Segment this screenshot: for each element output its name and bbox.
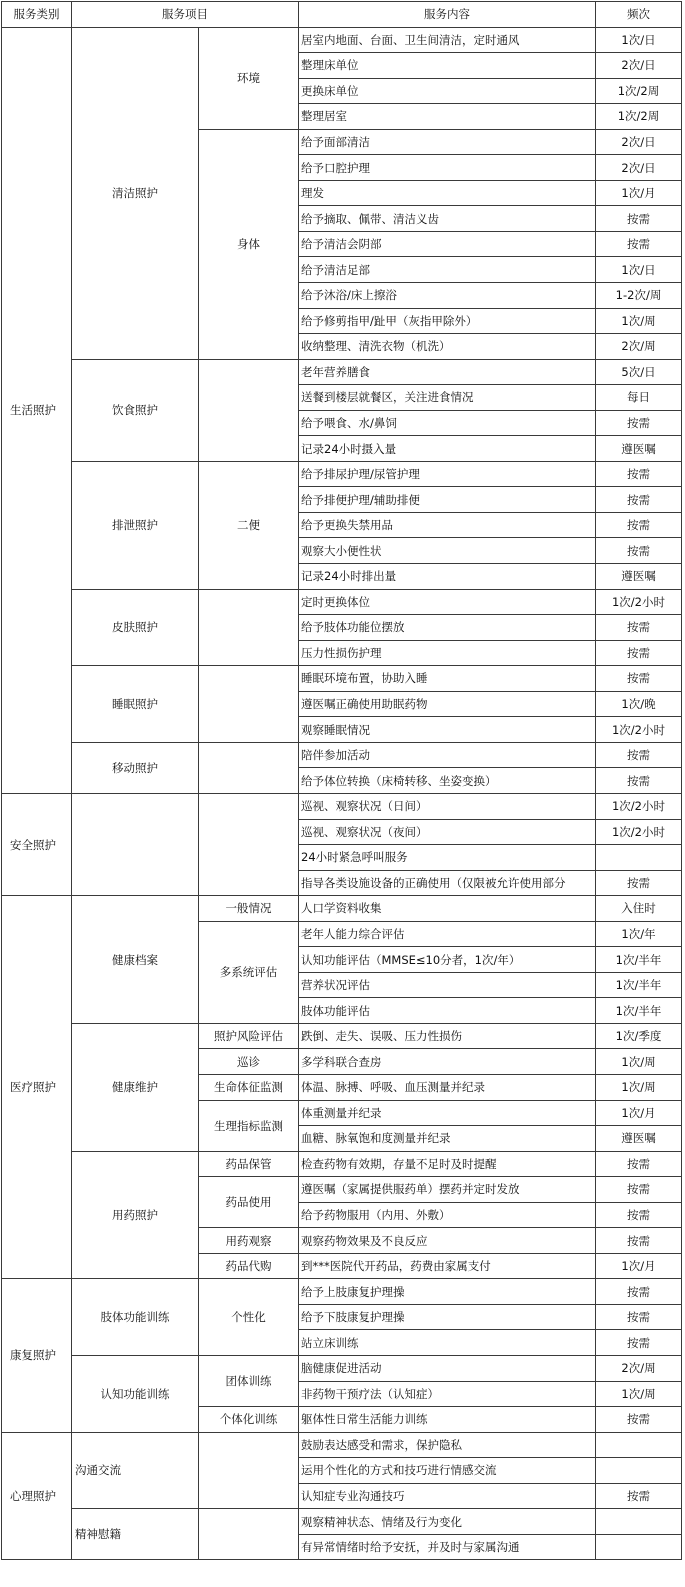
content-cell: 陪伴参加活动 bbox=[299, 742, 596, 768]
frequency-cell: 1-2次/周 bbox=[596, 283, 682, 309]
category-cell: 心理照护 bbox=[2, 1432, 72, 1560]
subitem-cell bbox=[199, 666, 299, 743]
item-cell: 饮食照护 bbox=[72, 359, 199, 461]
content-cell: 居室内地面、台面、卫生间清洁，定时通风 bbox=[299, 27, 596, 53]
frequency-cell: 1次/周 bbox=[596, 308, 682, 334]
frequency-cell: 1次/晚 bbox=[596, 691, 682, 717]
frequency-cell: 2次/周 bbox=[596, 1355, 682, 1381]
frequency-cell bbox=[596, 845, 682, 871]
subitem-cell: 个性化 bbox=[199, 1279, 299, 1356]
content-cell: 观察睡眠情况 bbox=[299, 717, 596, 743]
item-cell: 排泄照护 bbox=[72, 461, 199, 589]
subitem-cell: 身体 bbox=[199, 129, 299, 359]
table-row bbox=[2, 1151, 682, 1177]
frequency-cell: 遵医嘱 bbox=[596, 564, 682, 590]
item-cell: 肢体功能训练 bbox=[72, 1279, 199, 1356]
content-cell: 躯体性日常生活能力训练 bbox=[299, 1407, 596, 1433]
subitem-cell: 用药观察 bbox=[199, 1228, 299, 1254]
content-cell: 肢体功能评估 bbox=[299, 998, 596, 1024]
table-row bbox=[2, 1509, 682, 1535]
frequency-cell: 1次/半年 bbox=[596, 972, 682, 998]
frequency-cell: 1次/周 bbox=[596, 1074, 682, 1100]
content-cell: 送餐到楼层就餐区，关注进食情况 bbox=[299, 385, 596, 411]
frequency-cell: 按需 bbox=[596, 1228, 682, 1254]
content-cell: 观察药物效果及不良反应 bbox=[299, 1228, 596, 1254]
frequency-cell: 按需 bbox=[596, 487, 682, 513]
header-category: 服务类别 bbox=[2, 2, 72, 28]
frequency-cell: 2次/周 bbox=[596, 334, 682, 360]
content-cell: 整理床单位 bbox=[299, 53, 596, 79]
content-cell: 睡眠环境布置，协助入睡 bbox=[299, 666, 596, 692]
content-cell: 给予清洁会阴部 bbox=[299, 231, 596, 257]
frequency-cell: 按需 bbox=[596, 742, 682, 768]
category-cell: 医疗照护 bbox=[2, 896, 72, 1279]
content-cell: 给予沐浴/床上擦浴 bbox=[299, 283, 596, 309]
content-cell: 遵医嘱（家属提供服药单）摆药并定时发放 bbox=[299, 1177, 596, 1203]
content-cell: 给予面部清洁 bbox=[299, 129, 596, 155]
frequency-cell: 按需 bbox=[596, 538, 682, 564]
content-cell: 认知功能评估（MMSE≤10分者，1次/年） bbox=[299, 947, 596, 973]
subitem-cell: 个体化训练 bbox=[199, 1407, 299, 1433]
content-cell: 巡视、观察状况（日间） bbox=[299, 793, 596, 819]
content-cell: 给予下肢康复护理操 bbox=[299, 1304, 596, 1330]
table-row bbox=[2, 1023, 682, 1049]
service-table bbox=[1, 1, 682, 1560]
content-cell: 给予上肢康复护理操 bbox=[299, 1279, 596, 1305]
table-row bbox=[2, 793, 682, 819]
content-cell: 给予肢体功能位摆放 bbox=[299, 615, 596, 641]
subitem-cell: 环境 bbox=[199, 27, 299, 129]
frequency-cell: 1次/日 bbox=[596, 27, 682, 53]
frequency-cell: 按需 bbox=[596, 640, 682, 666]
content-cell: 血糖、脉氧饱和度测量并纪录 bbox=[299, 1126, 596, 1152]
table-row bbox=[2, 589, 682, 615]
frequency-cell bbox=[596, 1509, 682, 1535]
frequency-cell: 1次/月 bbox=[596, 180, 682, 206]
frequency-cell: 1次/2小时 bbox=[596, 819, 682, 845]
frequency-cell bbox=[596, 1534, 682, 1560]
frequency-cell: 2次/日 bbox=[596, 129, 682, 155]
frequency-cell: 1次/月 bbox=[596, 1100, 682, 1126]
frequency-cell: 按需 bbox=[596, 410, 682, 436]
frequency-cell: 1次/2周 bbox=[596, 78, 682, 104]
subitem-cell: 药品代购 bbox=[199, 1253, 299, 1279]
item-cell bbox=[72, 793, 199, 895]
content-cell: 收纳整理、清洗衣物（机洗） bbox=[299, 334, 596, 360]
content-cell: 给予药物服用（内用、外敷） bbox=[299, 1202, 596, 1228]
content-cell: 定时更换体位 bbox=[299, 589, 596, 615]
subitem-cell: 二便 bbox=[199, 461, 299, 589]
frequency-cell: 1次/年 bbox=[596, 921, 682, 947]
subitem-cell: 药品保管 bbox=[199, 1151, 299, 1177]
frequency-cell: 每日 bbox=[596, 385, 682, 411]
frequency-cell: 按需 bbox=[596, 206, 682, 232]
category-cell: 康复照护 bbox=[2, 1279, 72, 1432]
frequency-cell: 按需 bbox=[596, 512, 682, 538]
header-frequency: 频次 bbox=[596, 2, 682, 28]
content-cell: 给予口腔护理 bbox=[299, 155, 596, 181]
content-cell: 给予清洁足部 bbox=[299, 257, 596, 283]
subitem-cell: 团体训练 bbox=[199, 1355, 299, 1406]
content-cell: 理发 bbox=[299, 180, 596, 206]
subitem-cell bbox=[199, 1509, 299, 1560]
content-cell: 体温、脉搏、呼吸、血压测量并纪录 bbox=[299, 1074, 596, 1100]
subitem-cell: 巡诊 bbox=[199, 1049, 299, 1075]
table-row bbox=[2, 1432, 682, 1458]
table-row bbox=[2, 1279, 682, 1305]
frequency-cell: 1次/月 bbox=[596, 1253, 682, 1279]
item-cell: 认知功能训练 bbox=[72, 1355, 199, 1432]
content-cell: 营养状况评估 bbox=[299, 972, 596, 998]
frequency-cell: 1次/半年 bbox=[596, 947, 682, 973]
frequency-cell: 1次/半年 bbox=[596, 998, 682, 1024]
frequency-cell: 入住时 bbox=[596, 896, 682, 922]
content-cell: 人口学资料收集 bbox=[299, 896, 596, 922]
content-cell: 给予排尿护理/尿管护理 bbox=[299, 461, 596, 487]
frequency-cell: 按需 bbox=[596, 1279, 682, 1305]
content-cell: 记录24小时摄入量 bbox=[299, 436, 596, 462]
content-cell: 老年人能力综合评估 bbox=[299, 921, 596, 947]
item-cell: 沟通交流 bbox=[72, 1432, 199, 1509]
subitem-cell bbox=[199, 793, 299, 895]
subitem-cell bbox=[199, 359, 299, 461]
content-cell: 给予修剪指甲/趾甲（灰指甲除外） bbox=[299, 308, 596, 334]
content-cell: 老年营养膳食 bbox=[299, 359, 596, 385]
frequency-cell: 按需 bbox=[596, 1330, 682, 1356]
content-cell: 记录24小时排出量 bbox=[299, 564, 596, 590]
content-cell: 更换床单位 bbox=[299, 78, 596, 104]
content-cell: 给予喂食、水/鼻饲 bbox=[299, 410, 596, 436]
content-cell: 运用个性化的方式和技巧进行情感交流 bbox=[299, 1458, 596, 1484]
item-cell: 精神慰籍 bbox=[72, 1509, 199, 1560]
item-cell: 皮肤照护 bbox=[72, 589, 199, 666]
content-cell: 给予排便护理/辅助排便 bbox=[299, 487, 596, 513]
item-cell: 睡眠照护 bbox=[72, 666, 199, 743]
subitem-cell: 多系统评估 bbox=[199, 921, 299, 1023]
content-cell: 鼓励表达感受和需求，保护隐私 bbox=[299, 1432, 596, 1458]
content-cell: 检查药物有效期，存量不足时及时提醒 bbox=[299, 1151, 596, 1177]
content-cell: 给予摘取、佩带、清洁义齿 bbox=[299, 206, 596, 232]
frequency-cell: 按需 bbox=[596, 231, 682, 257]
frequency-cell: 按需 bbox=[596, 870, 682, 896]
content-cell: 观察精神状态、情绪及行为变化 bbox=[299, 1509, 596, 1535]
frequency-cell: 1次/2小时 bbox=[596, 589, 682, 615]
frequency-cell: 按需 bbox=[596, 666, 682, 692]
content-cell: 脑健康促进活动 bbox=[299, 1355, 596, 1381]
table-row bbox=[2, 742, 682, 768]
item-cell: 移动照护 bbox=[72, 742, 199, 793]
subitem-cell bbox=[199, 589, 299, 666]
content-cell: 到***医院代开药品，药费由家属支付 bbox=[299, 1253, 596, 1279]
subitem-cell bbox=[199, 742, 299, 793]
frequency-cell: 遵医嘱 bbox=[596, 436, 682, 462]
item-cell: 用药照护 bbox=[72, 1151, 199, 1279]
content-cell: 多学科联合查房 bbox=[299, 1049, 596, 1075]
content-cell: 24小时紧急呼叫服务 bbox=[299, 845, 596, 871]
frequency-cell: 2次/日 bbox=[596, 155, 682, 181]
frequency-cell: 1次/2小时 bbox=[596, 717, 682, 743]
content-cell: 非药物干预疗法（认知症） bbox=[299, 1381, 596, 1407]
header-row bbox=[2, 2, 682, 28]
subitem-cell: 药品使用 bbox=[199, 1177, 299, 1228]
content-cell: 巡视、观察状况（夜间） bbox=[299, 819, 596, 845]
content-cell: 整理居室 bbox=[299, 104, 596, 130]
content-cell: 给予体位转换（床椅转移、坐姿变换） bbox=[299, 768, 596, 794]
frequency-cell: 按需 bbox=[596, 1202, 682, 1228]
frequency-cell: 按需 bbox=[596, 461, 682, 487]
subitem-cell: 一般情况 bbox=[199, 896, 299, 922]
frequency-cell bbox=[596, 1458, 682, 1484]
subitem-cell: 生命体征监测 bbox=[199, 1074, 299, 1100]
header-item: 服务项目 bbox=[72, 2, 299, 28]
subitem-cell bbox=[199, 1432, 299, 1509]
table-row bbox=[2, 27, 682, 53]
table-body bbox=[2, 27, 682, 1560]
content-cell: 体重测量并纪录 bbox=[299, 1100, 596, 1126]
item-cell: 健康档案 bbox=[72, 896, 199, 1024]
frequency-cell: 1次/周 bbox=[596, 1049, 682, 1075]
frequency-cell bbox=[596, 1432, 682, 1458]
content-cell: 观察大小便性状 bbox=[299, 538, 596, 564]
item-cell: 健康维护 bbox=[72, 1023, 199, 1151]
content-cell: 有异常情绪时给予安抚，并及时与家属沟通 bbox=[299, 1534, 596, 1560]
content-cell: 站立床训练 bbox=[299, 1330, 596, 1356]
frequency-cell: 1次/2小时 bbox=[596, 793, 682, 819]
table-row bbox=[2, 1355, 682, 1381]
frequency-cell: 按需 bbox=[596, 615, 682, 641]
frequency-cell: 按需 bbox=[596, 1407, 682, 1433]
subitem-cell: 照护风险评估 bbox=[199, 1023, 299, 1049]
table-row bbox=[2, 896, 682, 922]
header-content: 服务内容 bbox=[299, 2, 596, 28]
table-row bbox=[2, 461, 682, 487]
content-cell: 压力性损伤护理 bbox=[299, 640, 596, 666]
content-cell: 认知症专业沟通技巧 bbox=[299, 1483, 596, 1509]
frequency-cell: 遵医嘱 bbox=[596, 1126, 682, 1152]
content-cell: 给予更换失禁用品 bbox=[299, 512, 596, 538]
table-row bbox=[2, 666, 682, 692]
frequency-cell: 按需 bbox=[596, 1304, 682, 1330]
category-cell: 生活照护 bbox=[2, 27, 72, 793]
frequency-cell: 按需 bbox=[596, 1483, 682, 1509]
content-cell: 跌倒、走失、误吸、压力性损伤 bbox=[299, 1023, 596, 1049]
frequency-cell: 1次/周 bbox=[596, 1381, 682, 1407]
frequency-cell: 按需 bbox=[596, 768, 682, 794]
frequency-cell: 2次/日 bbox=[596, 53, 682, 79]
frequency-cell: 1次/日 bbox=[596, 257, 682, 283]
frequency-cell: 5次/日 bbox=[596, 359, 682, 385]
frequency-cell: 1次/2周 bbox=[596, 104, 682, 130]
content-cell: 指导各类设施设备的正确使用（仅限被允许使用部分 bbox=[299, 870, 596, 896]
frequency-cell: 按需 bbox=[596, 1177, 682, 1203]
category-cell: 安全照护 bbox=[2, 793, 72, 895]
frequency-cell: 按需 bbox=[596, 1151, 682, 1177]
frequency-cell: 1次/季度 bbox=[596, 1023, 682, 1049]
item-cell: 清洁照护 bbox=[72, 27, 199, 359]
content-cell: 遵医嘱正确使用助眠药物 bbox=[299, 691, 596, 717]
subitem-cell: 生理指标监测 bbox=[199, 1100, 299, 1151]
table-row bbox=[2, 359, 682, 385]
